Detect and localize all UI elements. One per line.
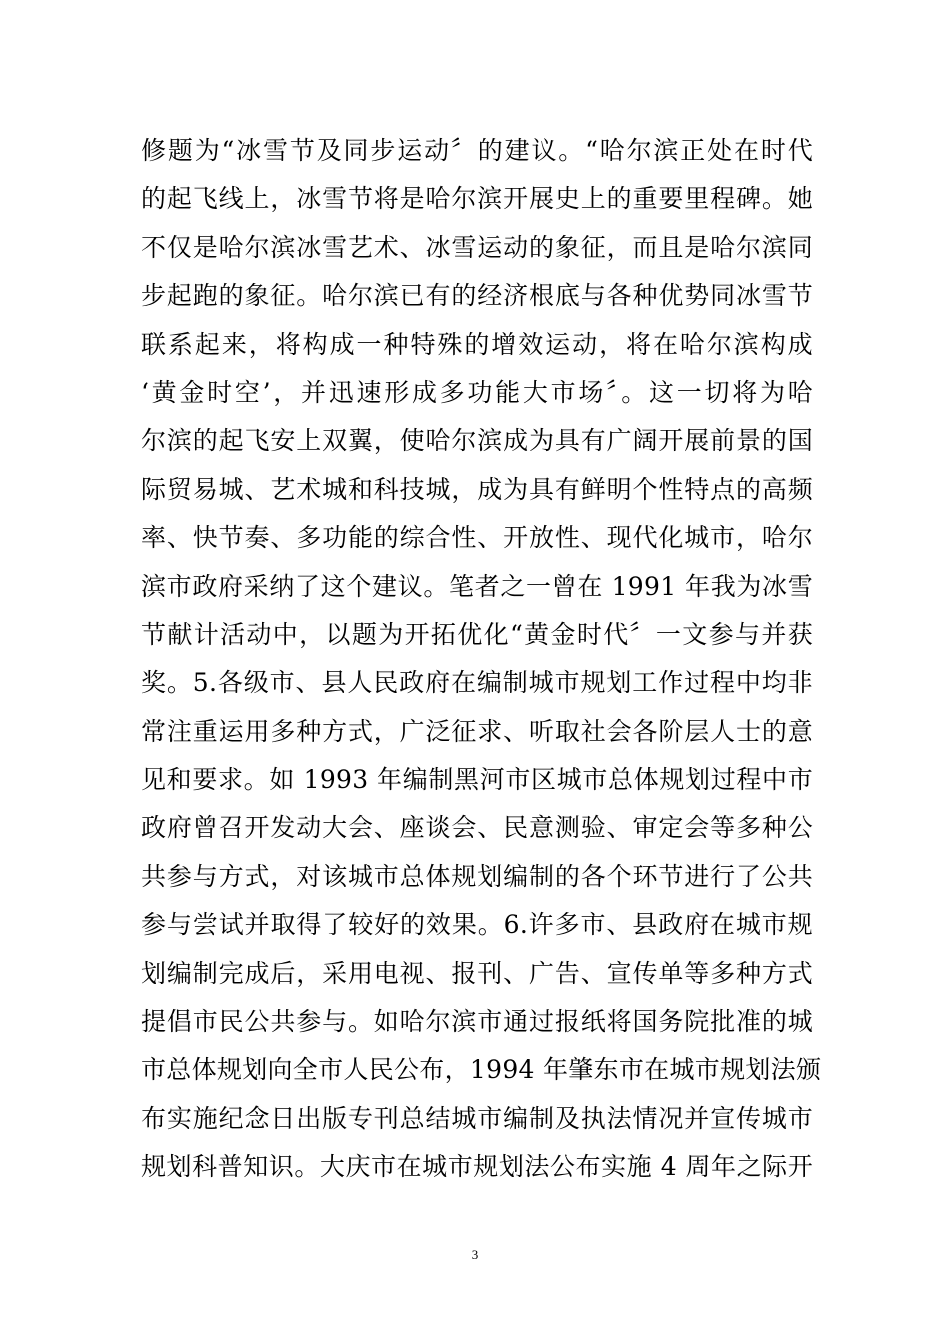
text-line: 划编制完成后，采用电视、报刊、广告、宣传单等多种方式	[141, 958, 813, 988]
text-line: 奖。5.各级市、县人民政府在编制城市规划工作过程中均非	[141, 668, 813, 698]
text-line: 尔滨的起飞安上双翼，使哈尔滨成为具有广阔开展前景的国	[141, 426, 813, 456]
text-line: 提倡市民公共参与。如哈尔滨市通过报纸将国务院批准的城	[141, 1007, 813, 1037]
text-line: 不仅是哈尔滨冰雪艺术、冰雪运动的象征，而且是哈尔滨同	[141, 232, 813, 262]
text-line: 政府曾召开发动大会、座谈会、民意测验、审定会等多种公	[141, 813, 813, 843]
text-line: 见和要求。如 1993 年编制黑河市区城市总体规划过程中市	[141, 765, 813, 795]
body-paragraph	[141, 127, 822, 1192]
text-line: 常注重运用多种方式，广泛征求、听取社会各阶层人士的意	[141, 716, 813, 746]
text-line: 共参与方式，对该城市总体规划编制的各个环节进行了公共	[141, 861, 813, 891]
text-line: 规划科普知识。大庆市在城市规划法公布实施 4 周年之际开	[141, 1152, 813, 1182]
text-line: 联系起来，将构成一种特殊的增效运动，将在哈尔滨构成	[141, 329, 813, 359]
text-line: 布实施纪念日出版专刊总结城市编制及执法情况并宣传城市	[141, 1103, 813, 1133]
text-line: 的起飞线上，冰雪节将是哈尔滨开展史上的重要里程碑。她	[141, 184, 813, 214]
text-line: 率、快节奏、多功能的综合性、开放性、现代化城市，哈尔	[141, 523, 813, 553]
text-line: 修题为“冰雪节及同步运动〞的建议。“哈尔滨正处在时代	[141, 136, 813, 165]
text-line: 节献计活动中，以题为开拓优化“黄金时代〞一文参与并获	[141, 619, 813, 649]
text-line: ‘黄金时空’，并迅速形成多功能大市场〞。这一切将为哈	[141, 377, 813, 407]
text-line: 滨市政府采纳了这个建议。笔者之一曾在 1991 年我为冰雪	[141, 571, 813, 601]
text-line: 参与尝试并取得了较好的效果。6.许多市、县政府在城市规	[141, 910, 813, 940]
text-line: 际贸易城、艺术城和科技城，成为具有鲜明个性特点的高频	[141, 474, 813, 504]
page-number: 3	[471, 1247, 479, 1262]
text-line: 市总体规划向全市人民公布，1994 年肇东市在城市规划法颁	[141, 1055, 822, 1085]
text-line: 步起跑的象征。哈尔滨已有的经济根底与各种优势同冰雪节	[141, 281, 813, 311]
